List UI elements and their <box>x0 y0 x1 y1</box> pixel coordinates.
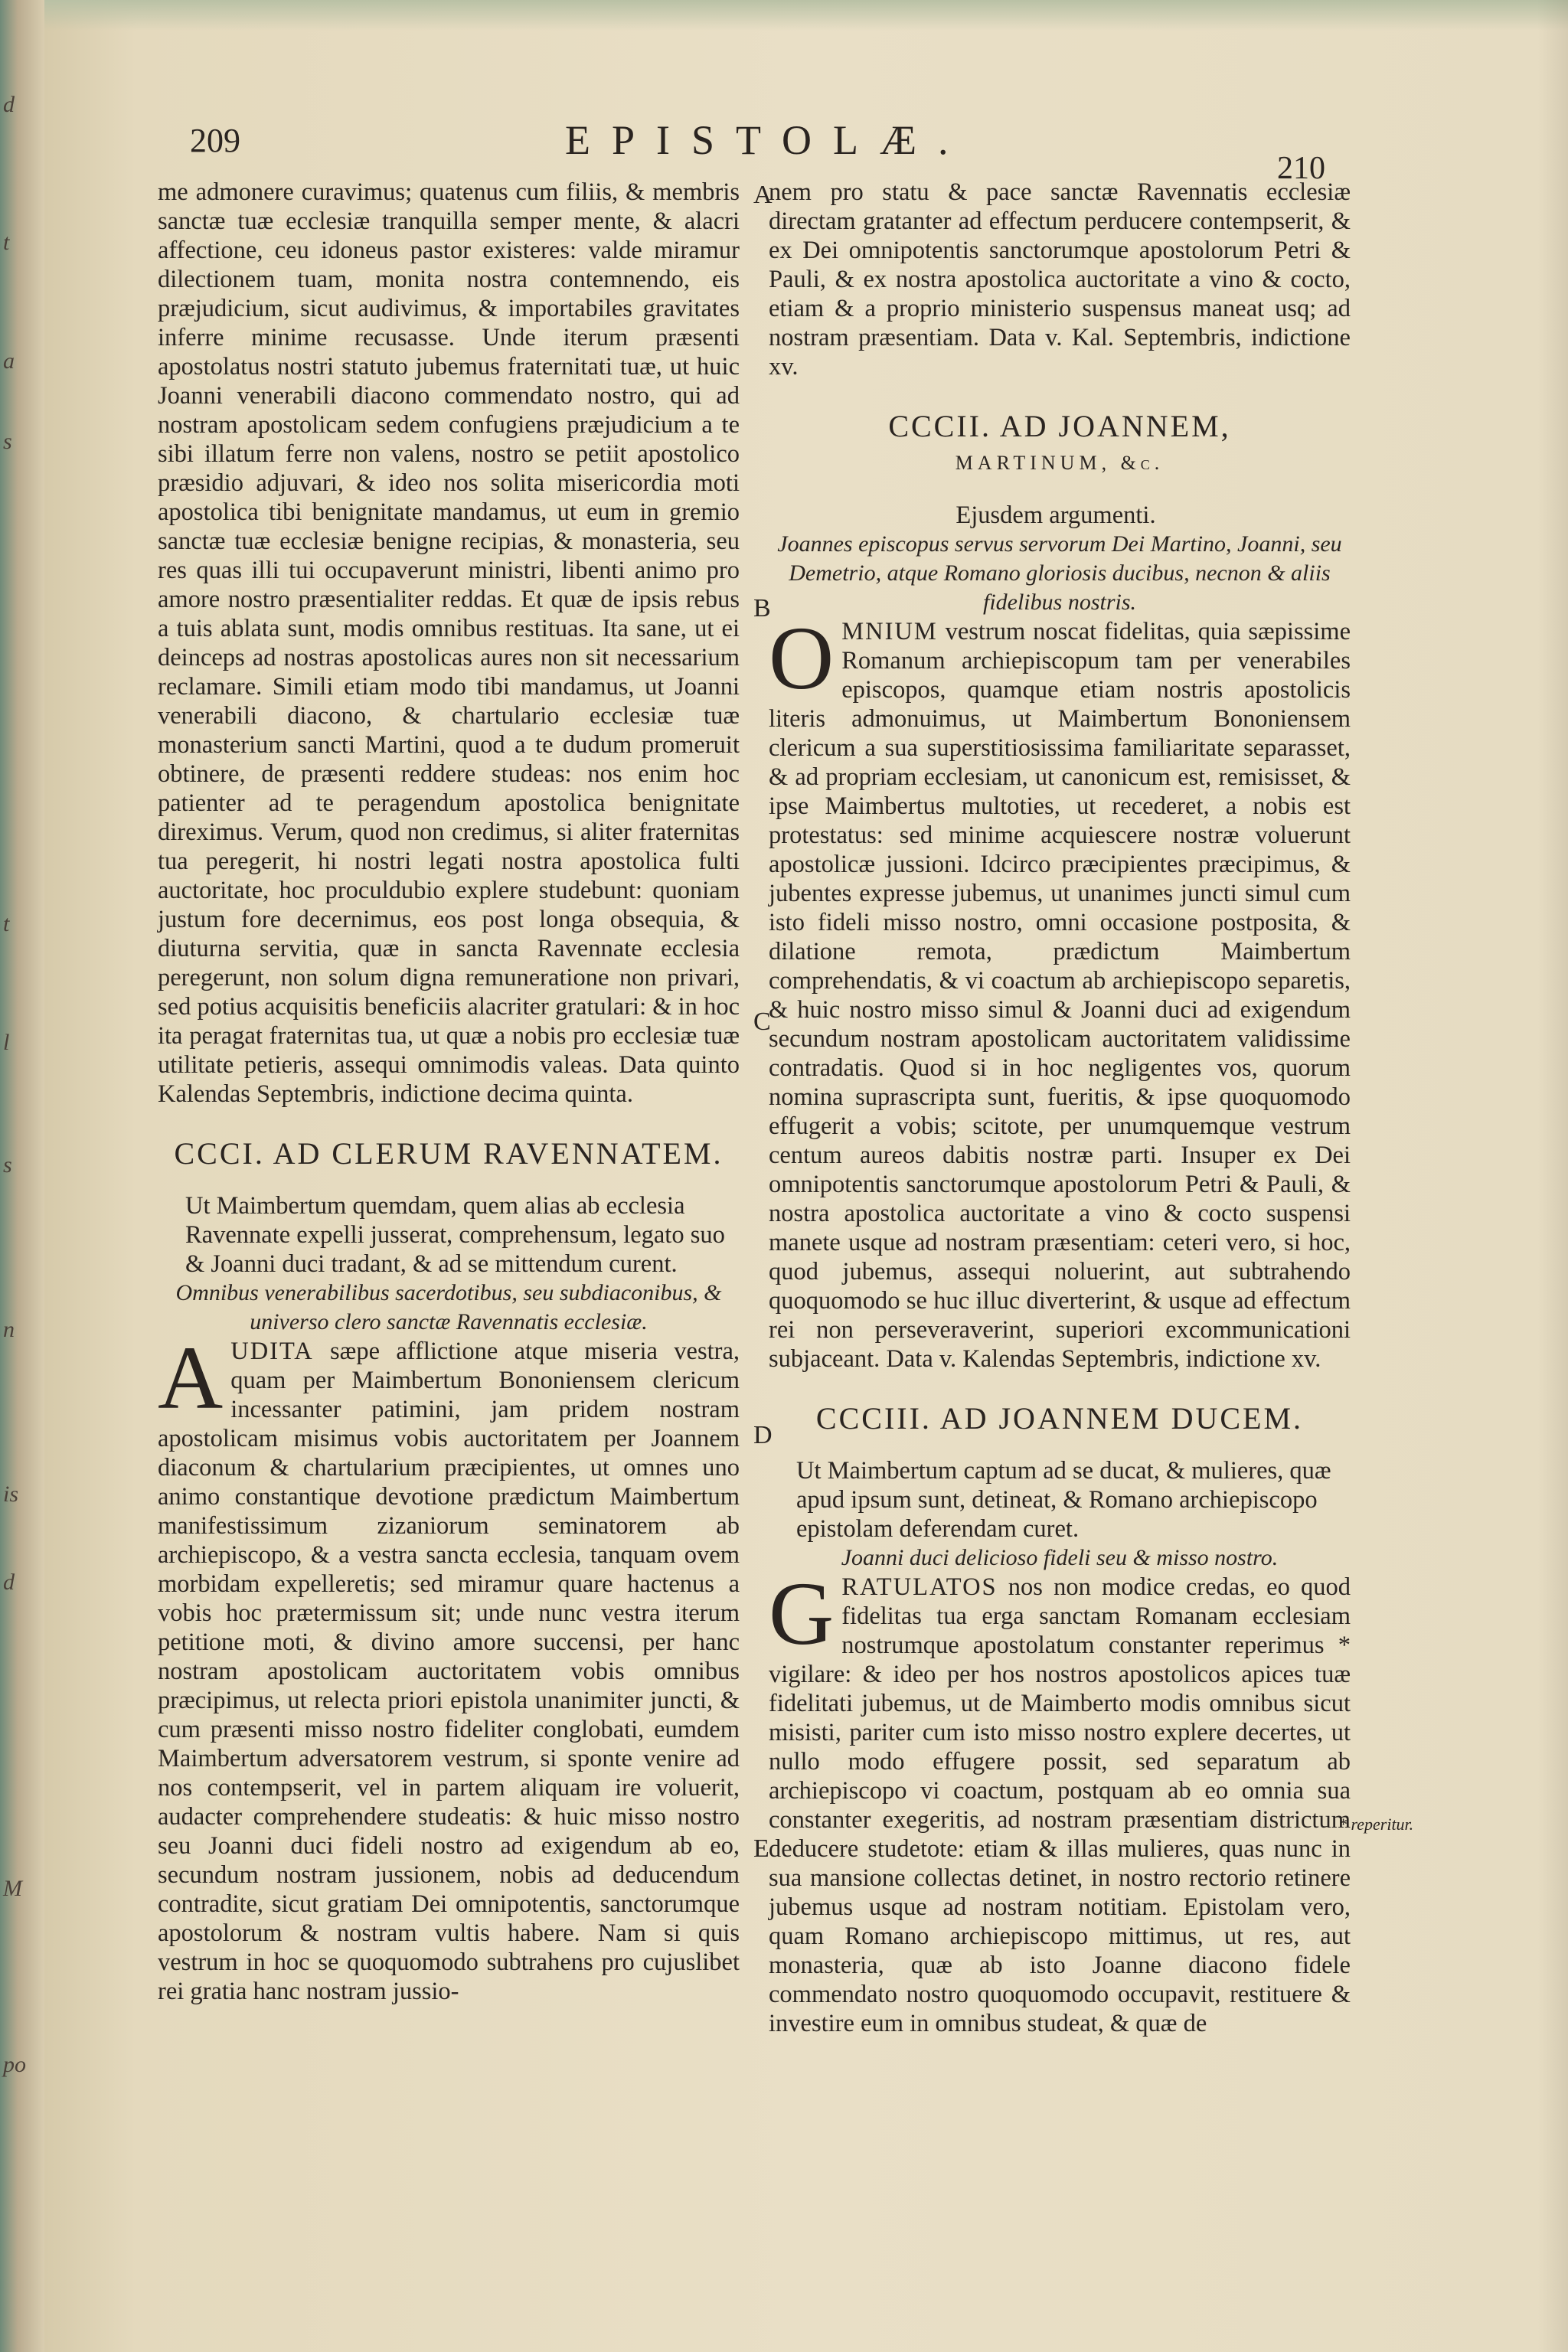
running-title: EPISTOLÆ. <box>565 117 970 163</box>
gutter-mark: is <box>3 1481 19 1507</box>
page-edge-shade <box>1537 0 1568 2352</box>
page-number-right: 210 <box>1277 151 1325 186</box>
book-page <box>44 0 1568 2352</box>
letter-301-ending: nem pro statu & pace sanctæ Ravennatis ecclesiæ directam gratanter ad effectum perducere contempserit, & ex Dei omnipotentis sanctorumque apostolorum Petri & Pauli, & ex nostra apostolica auctoritate a vino & cocto, etiam & a proprio ministerio suspensus maneat usq; ad nostram præsentiam. Data v. Kal. Septembris, indictione xv. <box>769 178 1351 381</box>
letter-301-text: sæpe afflictione atque miseria vestra, quam per Maimbertum Bononiensem clericum incessanter patimini, jam pridem nostram apostolicam misimus vobis auctoritatem per Joannem diaconum & chartularium præcipientes, ut omnes uno animo constantique devotione prædictum Maimbertum manifestissimum zizaniorum seminatorem ab archiepiscopo, & a vestra sancta ecclesia, tanquam ovem morbidam expelleretis; sed miramur quare hactenus a vobis hoc prætermissum sit; unde nunc vestra iterum petitione moti, & divino amore succensi, per hanc nostram apostolicam auctoritatem vobis omnibus præcipimus, ut relecta priori epistola unanimiter juncti, & cum præsenti misso nostro fideliter conglobati, eumdem Maimbertum adversatorem vestrum, si sponte venire ad nos contempserit, vel in partem aliquam ire voluerit, audacter comprehendere studeatis: & huic misso nostro seu Joanni duci fideli nostro ad exigendum ab eo, secundum nostram jussionem, nobis ad deducendum contradite, sicut gratiam Dei omnipotentis, sanctorumque apostolorum & nostram vultis habere. Nam si quis vestrum in hoc se quoquomodo subtrahens pro cujuslibet rei gratia hanc nostram jussio- <box>158 1338 740 2005</box>
letter-302-text: vestrum noscat fidelitas, quia sæpissime Romanum archiepiscopum tam per venerabiles episcopos, quamque etiam nostris apostolicis literis admonuimus, ut Maimbertum Bononiensem clericum a sua superstitiosissima familiaritate separasset, & ad propriam ecclesiam, ut canonicum est, remisisset, & ipse Maimbertus multoties, ut recederet, a nobis est protestatus: sed minime acquiescere nostræ voluerunt apostolicæ jussioni. Idcirco præcipientes præcipimus, & jubentes expresse jubemus, ut unanimes juncti simul cum isto fideli misso nostro, omni occasione postposita, & dilatione remota, prædictum Maimbertum comprehendatis, & vi coactum ab archiepiscopo separetis, & huic nostro misso simul & Joanni duci ad exigendum secundum nostram apostolicam auctoritatem validissime contradatis. Quod si in hoc negligentes vos, quorum nomina suprascripta sunt, fueritis, & ipse quoquomodo effugerit a vobis; scitote, per unumquemque vestrum centum aureos dabitis nostræ parti. Insuper ex Dei omnipotentis sanctorumque apostolorum Petri & Pauli, & nostra apostolica auctoritate a vino & cocto suspensi manete usque ad nostram præsentiam: ceteri vero, si hoc, quod jubemus, assequi noluerint, aut subtrahendo quoquomodo se huc illuc diverterint, & usque ad effectum rei non perseveraverint, superiori excommunicationi subjaceant. Data v. Kalendas Septembris, indictione xv. <box>769 618 1351 1373</box>
letter-302-salutation: Joannes episcopus servus servorum Dei Martino, Joanni, seu Demetrio, atque Romano gloriosis ducibus, necnon & aliis fidelibus nostris. <box>777 531 1342 615</box>
letter-300-ending: me admonere curavimus; quatenus cum filiis, & membris sanctæ tuæ ecclesiæ tranquilla semper mente, & alacri affectione, ceu idoneus pastor existeres: valde miramur dilectionem tuam, monita nostra contemnendo, eis præjudicium, sicut audivimus, & importabiles gravitates inferre minime recusasse. Unde iterum præsenti apostolatus nostri statuto jubemus fraternitati tuæ, ut huic Joanni venerabili diacono commendato nostro, qui ad nostram apostolicam sedem confugiens præjudicium a te sibi illatum ferre non valens, nostro se petiit apostolico præsidio adjuvari, & ideo nos solita misericordia moti apostolica tibi benignitate mandamus, ut eum in gremio sanctæ tuæ ecclesiæ benigne recipias, & monasteria, seu res quas illi tui occupaverunt ministri, libenti animo pro amore nostro præsentialiter reddas. Et quæ de ipsis rebus a tuis ablata sunt, modis omnibus restituas. Ita sane, ut ei deinceps ad nostras apostolicas aures non sit necessarium reclamare. Simili etiam modo tibi mandamus, ut Joanni venerabili diacono, & chartulario ecclesiæ tuæ monasterium sancti Martini, quod a te dudum promeruit obtinere, de præsenti reddere studeas: nos enim hoc patienter ad te peragendum apostolica benignitate direximus. Verum, quod non credimus, si aliter fraternitas tua peregerit, hi nostri legati nostra apostolica fulti auctoritate, hoc proculdubio explere studebunt: quoniam justum fore decernimus, eos post longa obsequia, & diuturna servitia, quæ in sancta Ravennate ecclesia peregerunt, non solum digna remuneratione non privari, sed potius acquisitis beneficiis alacriter gratulari: & in hoc ita peragat fraternitas tua, ut quæ a nobis pro ecclesiæ tuæ utilitate petieris, assequi omnimodis valeas. Data quinto Kalendas Septembris, indictione decima quinta. <box>158 178 740 1108</box>
letter-302-body <box>769 608 1351 1374</box>
letter-303-text: nos non modice credas, eo quod fidelitas tua erga sanctam Romanam ecclesiam nostrumque apostolatum constanter reperimus * vigilare: & ideo per hos nostros apostolicos apices tuæ fidelitati jubemus, ut de Maimberto modis omnibus sicut misisti, pariter cum isto misso nostro explere decertes, ut nullo modo effugere possit, sed separatum ab archiepiscopo vi coactum, postquam ab eo omnia sua constanter exegeritis, ad nostram præsentiam districtum deducere studetote: etiam & illas mulieres, quas nunc in sua mansione collectas detinet, in nostro rectorio retinere jubemus usque ad nostram notitiam. Epistolam vero, quam Romano archiepiscopo mittimus, ut res, aut monasteria, quæ ab isto Joanne diacono fidele commendato nostro quoquomodo occupavit, restituere & investire eum in omnibus studeat, & quæ de <box>769 1573 1351 2037</box>
letter-303-summary: Ut Maimbertum captum ad se ducat, & mulieres, quæ apud ipsum sunt, detineat, & Romano archiepiscopo epistolam deferendam curet. <box>796 1457 1331 1543</box>
gutter-mark: s <box>3 1152 12 1178</box>
letter-301-body <box>158 1328 740 2006</box>
opening-word: RATULATOS <box>841 1573 998 1601</box>
drop-cap: G <box>769 1563 835 1664</box>
right-column <box>769 178 1351 2038</box>
letter-303-salutation: Joanni duci delicioso fideli seu & misso nostro. <box>841 1545 1279 1570</box>
drop-cap: A <box>158 1328 224 1428</box>
book-gutter <box>0 0 44 2352</box>
letter-301-heading: CCCI. AD CLERUM RAVENNATEM. <box>174 1136 724 1171</box>
gutter-mark: M <box>3 1876 22 1901</box>
letter-303-body <box>769 1563 1351 2038</box>
gutter-mark: d <box>3 1570 15 1595</box>
left-column <box>158 178 740 2006</box>
page-header <box>44 116 1568 186</box>
letter-302-summary: Ejusdem argumenti. <box>956 501 1156 529</box>
side-note: * reperitur. <box>1338 1815 1414 1834</box>
page-top-shade <box>44 0 1568 31</box>
letter-302-heading: CCCII. AD JOANNEM, <box>888 409 1231 443</box>
margin-letter-b: B <box>753 594 771 622</box>
gutter-mark: d <box>3 92 15 117</box>
margin-letter-a: A <box>753 181 773 209</box>
margin-letter-c: C <box>753 1008 771 1036</box>
margin-letter-e: E <box>753 1834 769 1863</box>
margin-letter-d: D <box>753 1421 773 1449</box>
gutter-mark: n <box>3 1317 15 1342</box>
letter-301-salutation: Omnibus venerabilibus sacerdotibus, seu subdiaconibus, & universo clero sanctæ Ravennatis ecclesiæ. <box>175 1280 722 1334</box>
letter-302-subheading: MARTINUM, &c. <box>955 452 1165 474</box>
gutter-mark: t <box>3 230 10 255</box>
gutter-mark: l <box>3 1030 10 1055</box>
drop-cap: O <box>769 608 835 708</box>
letter-303-heading: CCCIII. AD JOANNEM DUCEM. <box>815 1401 1304 1436</box>
gutter-mark: t <box>3 911 10 936</box>
gutter-mark: po <box>3 2052 26 2077</box>
opening-word: UDITA <box>230 1338 314 1365</box>
opening-word: MNIUM <box>841 618 938 645</box>
gutter-mark: a <box>3 348 15 374</box>
page-number-left: 209 <box>190 122 240 159</box>
letter-301-summary: Ut Maimbertum quemdam, quem alias ab ecclesia Ravennate expelli jusserat, comprehensum, legato suo & Joanni duci tradant, & ad se mittendum curent. <box>185 1192 725 1278</box>
gutter-mark: s <box>3 429 12 454</box>
